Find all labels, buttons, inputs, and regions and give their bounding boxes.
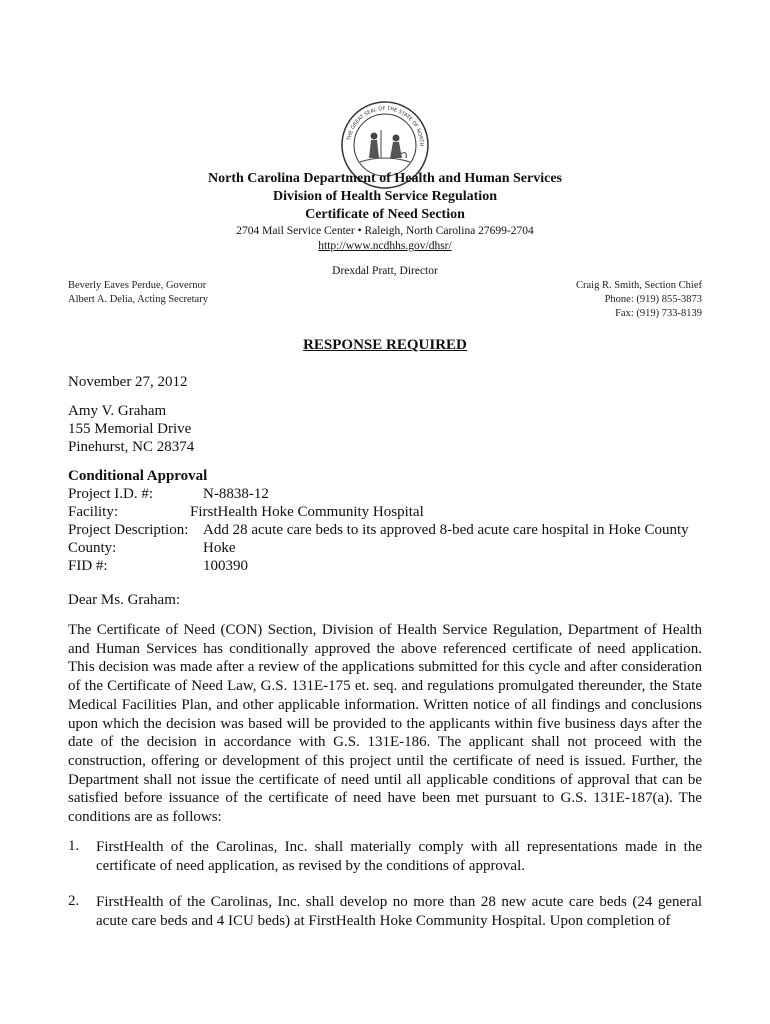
recipient-street: 155 Memorial Drive (68, 421, 192, 437)
response-required-heading: RESPONSE REQUIRED (303, 337, 467, 353)
svg-text:THE GREAT SEAL OF THE STATE OF (340, 100, 424, 147)
condition-number: 1. (68, 838, 80, 854)
recipient-city: Pinehurst, NC 28374 (68, 439, 195, 455)
fax-number: Fax: (919) 733-8139 (615, 308, 702, 319)
recipient-name: Amy V. Graham (68, 403, 167, 419)
secretary-name: Albert A. Delia, Acting Secretary (68, 294, 208, 305)
seal-text: THE GREAT SEAL OF THE STATE OF NORTH (346, 105, 425, 147)
phone-number: Phone: (919) 855-3873 (604, 294, 702, 305)
division-name: Division of Health Service Regulation (273, 189, 497, 204)
condition-text: FirstHealth of the Carolinas, Inc. shall develop no more than 28 new acute care beds (24 general acute care beds and 4 ICU beds) at FirstHealth Hoke Community Hospital. Upon completion of (96, 894, 702, 929)
county-value: Hoke (203, 540, 236, 556)
website-link[interactable]: http://www.ncdhhs.gov/dhsr/ (318, 240, 452, 252)
condition-text: FirstHealth of the Carolinas, Inc. shall materially comply with all representations made in the certificate of need application, as revised by the conditions of approval. (96, 839, 702, 874)
governor-name: Beverly Eaves Perdue, Governor (68, 280, 207, 291)
facility-value: FirstHealth Hoke Community Hospital (190, 504, 424, 520)
description-label: Project Description: (68, 522, 189, 538)
fid-label: FID #: (68, 558, 108, 574)
section-chief-name: Craig R. Smith, Section Chief (576, 280, 702, 291)
director-name: Drexdal Pratt, Director (332, 265, 438, 277)
main-paragraph: The Certificate of Need (CON) Section, Division of Health Service Regulation, Department of Health and Human Services has conditionally approved the above referenced certificate of need application. This decision was made after a review of the applications submitted for this cycle and after consideration of the Certificate of Need Law, G.S. 131E-175 et. seq. and regulations promulgated thereunder, the State Medical Facilities Plan, and other applicable information. Written notice of all findings and conclusions upon which the decision was based will be provided to the applicants within five business days after the date of the decision in accordance with G.S. 131E-186. The applicant shall not proceed with the construction, offering or development of this project until the certificate of need is issued. Further, the Department shall not issue the certificate of need until all applicable conditions of approval that can be satisfied before issuance of the certificate of need have been met pursuant to G.S. 131E-187(a). The conditions are as follows: (68, 622, 702, 826)
project-id-value: N-8838-12 (203, 486, 269, 502)
section-name: Certificate of Need Section (305, 207, 465, 222)
condition-number: 2. (68, 893, 80, 909)
letterhead-address: 2704 Mail Service Center • Raleigh, North Carolina 27699-2704 (236, 225, 534, 237)
approval-heading: Conditional Approval (68, 468, 208, 484)
letter-date: November 27, 2012 (68, 374, 188, 390)
county-label: County: (68, 540, 117, 556)
facility-label: Facility: (68, 504, 118, 520)
project-id-label: Project I.D. #: (68, 486, 153, 502)
fid-value: 100390 (203, 558, 248, 574)
salutation: Dear Ms. Graham: (68, 592, 181, 608)
description-value: Add 28 acute care beds to its approved 8-bed acute care hospital in Hoke County (203, 522, 689, 538)
department-name: North Carolina Department of Health and Human Services (208, 171, 562, 186)
